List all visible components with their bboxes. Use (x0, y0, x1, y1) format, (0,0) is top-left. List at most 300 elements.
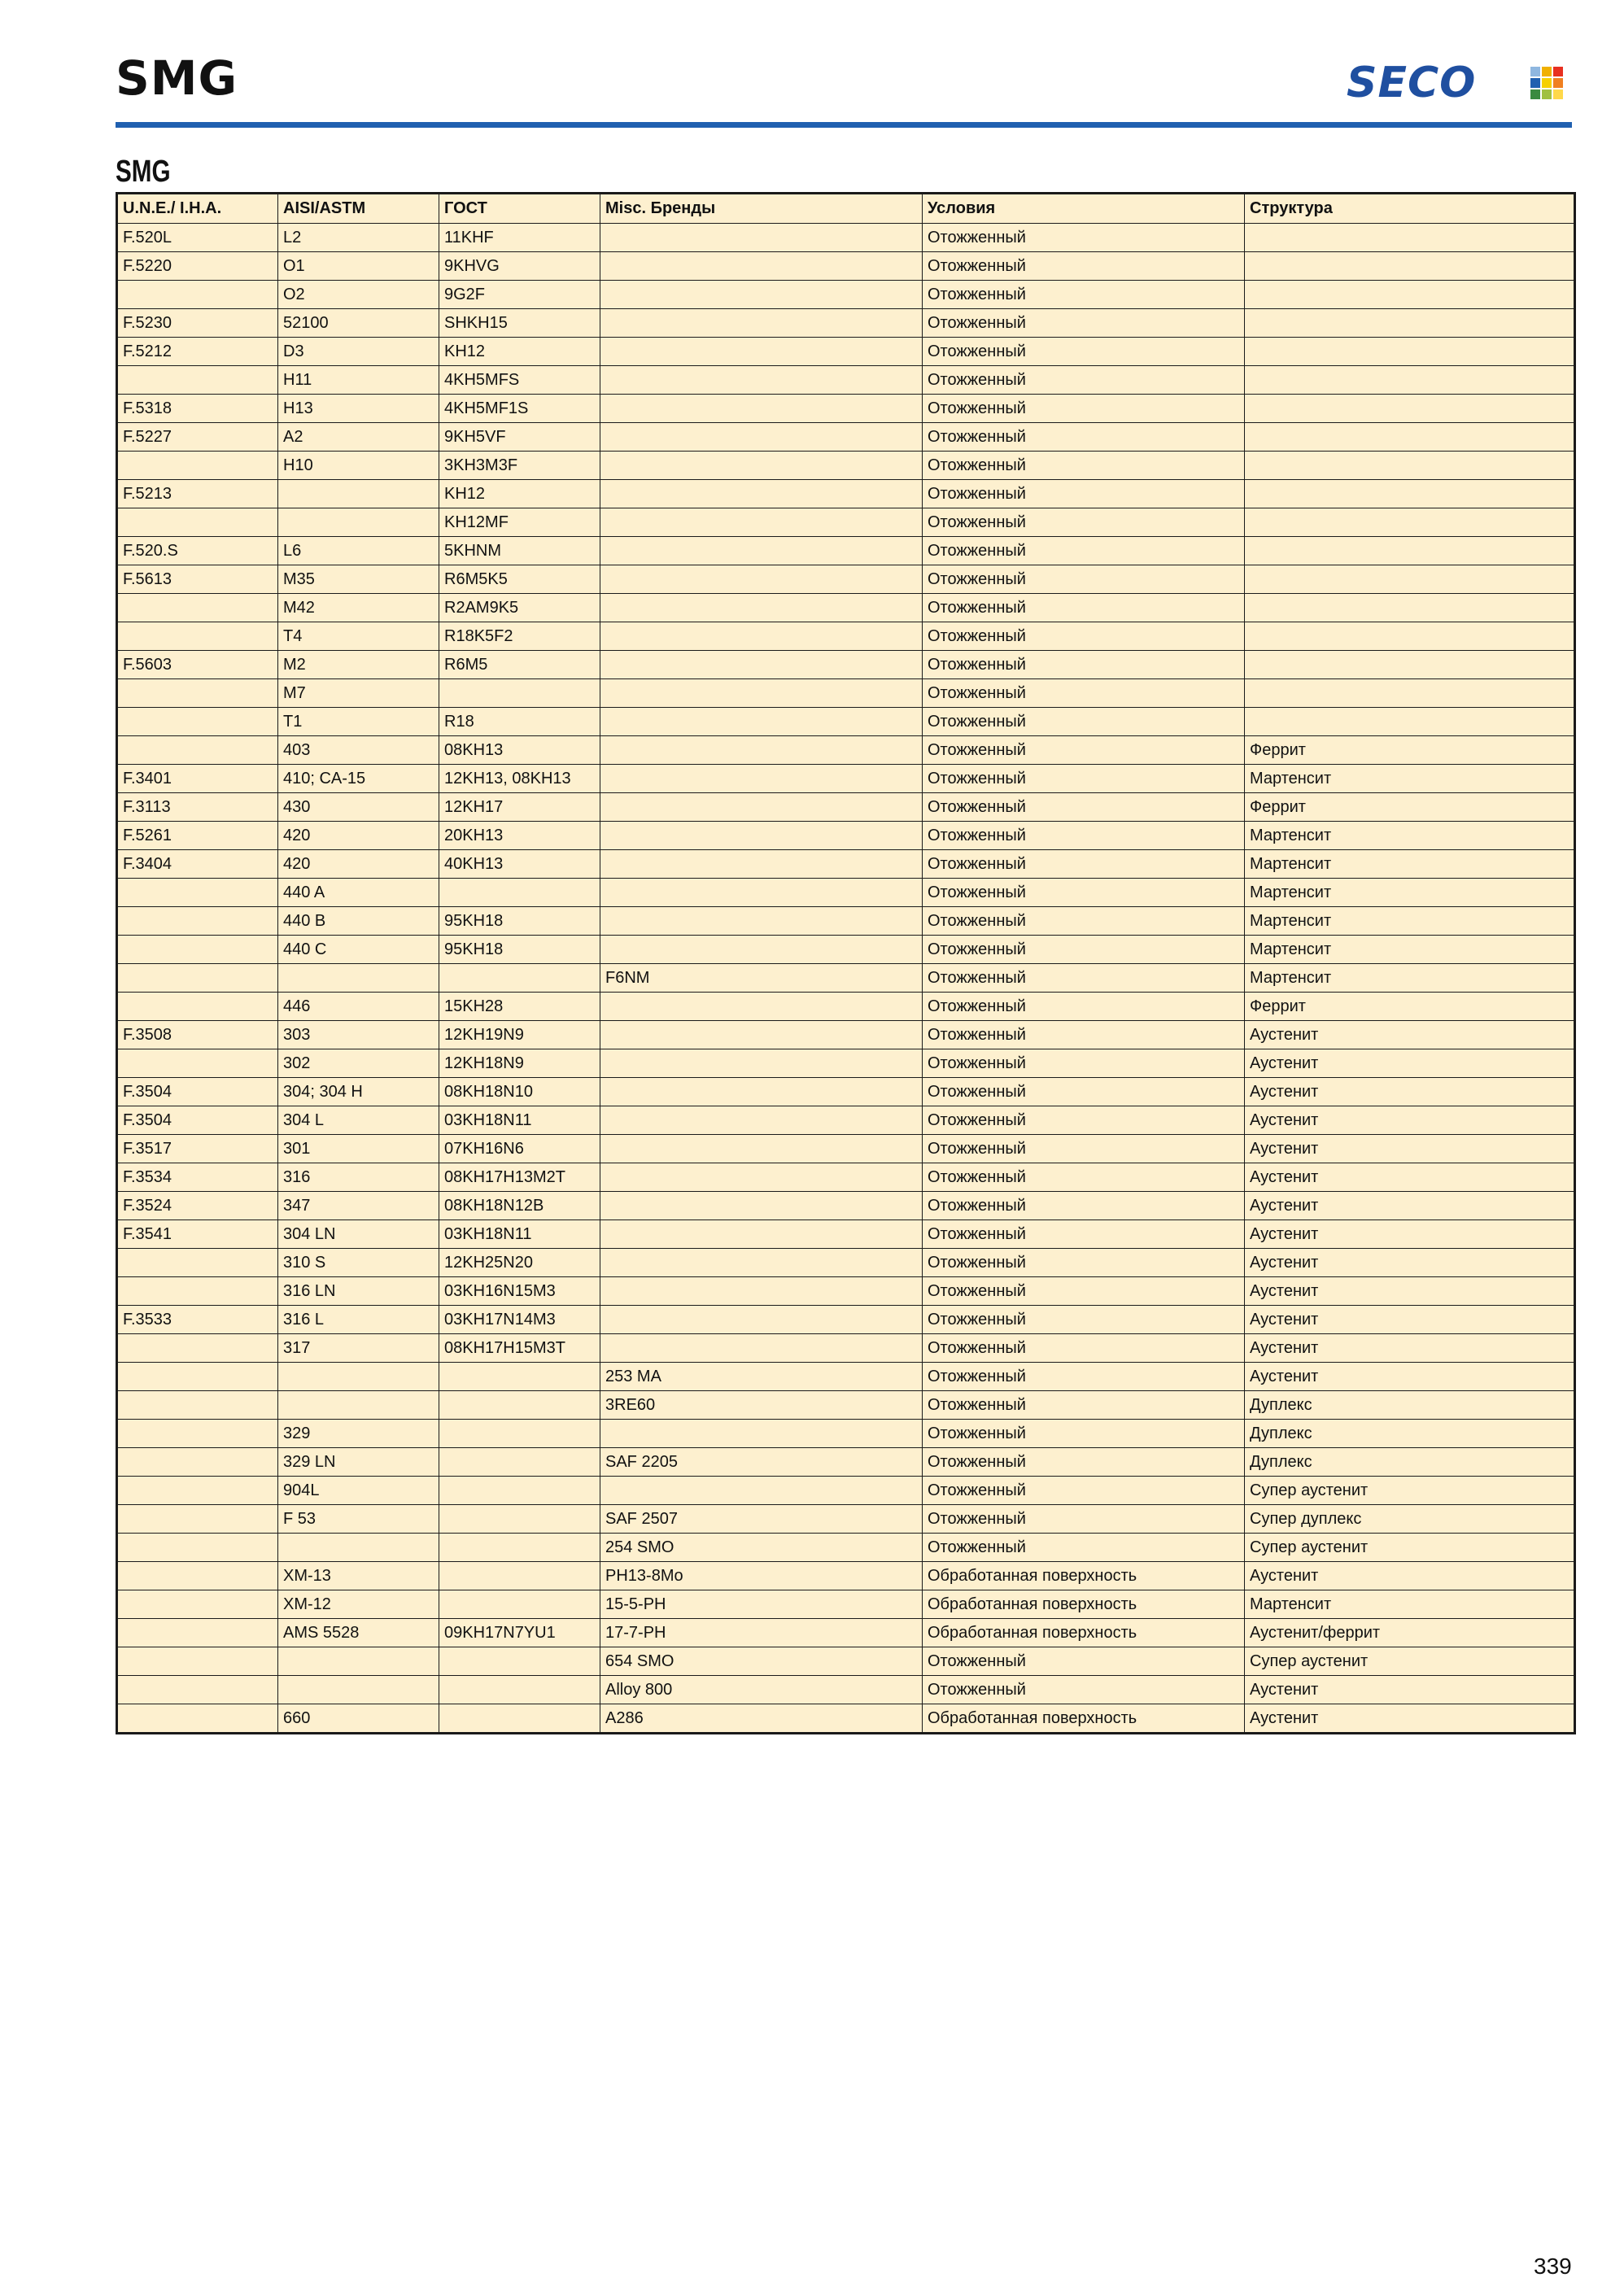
table-row (117, 1106, 1575, 1135)
table-row (117, 452, 1575, 480)
cell-misc-brand (600, 1220, 923, 1249)
col-header-misc-brands: Misc. Бренды (600, 194, 923, 224)
cell-misc-brand: SAF 2507 (600, 1505, 923, 1534)
table-row (117, 1590, 1575, 1619)
cell-misc-brand (600, 765, 923, 793)
table-row (117, 651, 1575, 679)
cell-gost: 40KH13 (439, 850, 600, 879)
cell-gost: 11KHF (439, 224, 600, 252)
cell-structure: Дуплекс (1245, 1420, 1575, 1448)
cell-condition: Отожженный (923, 765, 1245, 793)
cell-condition: Отожженный (923, 452, 1245, 480)
cell-aisi-astm (278, 964, 439, 993)
cell-misc-brand (600, 1249, 923, 1277)
cell-une (117, 1676, 278, 1704)
cell-aisi-astm (278, 1647, 439, 1676)
cell-condition: Отожженный (923, 395, 1245, 423)
cell-gost (439, 1676, 600, 1704)
cell-aisi-astm: 316 LN (278, 1277, 439, 1306)
cell-misc-brand (600, 508, 923, 537)
col-header-une: U.N.E./ I.H.A. (117, 194, 278, 224)
cell-aisi-astm (278, 1391, 439, 1420)
cell-structure (1245, 452, 1575, 480)
cell-misc-brand: Alloy 800 (600, 1676, 923, 1704)
cell-misc-brand (600, 366, 923, 395)
cell-gost: 08KH18N10 (439, 1078, 600, 1106)
cell-aisi-astm: T4 (278, 622, 439, 651)
cell-aisi-astm: 440 B (278, 907, 439, 936)
table-row (117, 1619, 1575, 1647)
table-row (117, 1334, 1575, 1363)
cell-une: F.5212 (117, 338, 278, 366)
cell-condition: Отожженный (923, 651, 1245, 679)
cell-misc-brand (600, 993, 923, 1021)
cell-structure: Аустенит (1245, 1220, 1575, 1249)
cell-gost: 12KH18N9 (439, 1049, 600, 1078)
table-row (117, 1676, 1575, 1704)
cell-condition: Отожженный (923, 1078, 1245, 1106)
cell-condition: Отожженный (923, 822, 1245, 850)
page-number: 339 (1534, 2254, 1572, 2279)
cell-gost: 12KH19N9 (439, 1021, 600, 1049)
cell-gost: 3KH3M3F (439, 452, 600, 480)
cell-condition: Отожженный (923, 309, 1245, 338)
cell-gost: R18K5F2 (439, 622, 600, 651)
cell-structure: Аустенит (1245, 1021, 1575, 1049)
table-row (117, 736, 1575, 765)
cell-structure: Мартенсит (1245, 936, 1575, 964)
cell-une (117, 1363, 278, 1391)
table-row (117, 252, 1575, 281)
table-row (117, 1249, 1575, 1277)
table-row (117, 622, 1575, 651)
cell-misc-brand: A286 (600, 1704, 923, 1734)
table-row (117, 281, 1575, 309)
table-row (117, 1049, 1575, 1078)
table-row (117, 1420, 1575, 1448)
cell-aisi-astm: 660 (278, 1704, 439, 1734)
cell-misc-brand (600, 252, 923, 281)
cell-condition: Отожженный (923, 338, 1245, 366)
cell-condition: Отожженный (923, 366, 1245, 395)
cell-aisi-astm: 446 (278, 993, 439, 1021)
cell-misc-brand: F6NM (600, 964, 923, 993)
cell-condition: Отожженный (923, 1477, 1245, 1505)
cell-gost: R6M5K5 (439, 565, 600, 594)
cell-condition: Отожженный (923, 1021, 1245, 1049)
cell-condition: Отожженный (923, 423, 1245, 452)
cell-aisi-astm: XM-13 (278, 1562, 439, 1590)
cell-misc-brand (600, 338, 923, 366)
cell-condition: Отожженный (923, 281, 1245, 309)
cell-structure: Мартенсит (1245, 765, 1575, 793)
table-row (117, 964, 1575, 993)
cell-gost: 5KHNM (439, 537, 600, 565)
cell-gost: 03KH17N14M3 (439, 1306, 600, 1334)
cell-structure (1245, 423, 1575, 452)
cell-une (117, 936, 278, 964)
cell-condition: Отожженный (923, 879, 1245, 907)
cell-aisi-astm (278, 1534, 439, 1562)
cell-structure: Аустенит (1245, 1676, 1575, 1704)
cell-une (117, 736, 278, 765)
cell-condition: Отожженный (923, 936, 1245, 964)
cell-une: F.3504 (117, 1078, 278, 1106)
cell-misc-brand: 254 SMO (600, 1534, 923, 1562)
cell-une (117, 594, 278, 622)
cell-une: F.520L (117, 224, 278, 252)
cell-une: F.5261 (117, 822, 278, 850)
cell-aisi-astm: 420 (278, 822, 439, 850)
cell-aisi-astm: F 53 (278, 1505, 439, 1534)
cell-misc-brand (600, 1078, 923, 1106)
cell-une: F.3524 (117, 1192, 278, 1220)
cell-structure: Мартенсит (1245, 1590, 1575, 1619)
cell-gost: 08KH17H15M3T (439, 1334, 600, 1363)
cell-une (117, 1647, 278, 1676)
cell-structure: Феррит (1245, 793, 1575, 822)
cell-gost: 9KHVG (439, 252, 600, 281)
cell-gost: 20KH13 (439, 822, 600, 850)
cell-une: F.5613 (117, 565, 278, 594)
cell-une (117, 1277, 278, 1306)
cell-gost: 12KH17 (439, 793, 600, 822)
cell-gost: 08KH13 (439, 736, 600, 765)
table-row (117, 1477, 1575, 1505)
cell-aisi-astm: 303 (278, 1021, 439, 1049)
table-row (117, 366, 1575, 395)
cell-structure: Дуплекс (1245, 1391, 1575, 1420)
cell-structure: Супер аустенит (1245, 1534, 1575, 1562)
cell-misc-brand: 253 MA (600, 1363, 923, 1391)
table-row (117, 395, 1575, 423)
table-row (117, 1647, 1575, 1676)
cell-condition: Отожженный (923, 907, 1245, 936)
cell-gost: KH12MF (439, 508, 600, 537)
cell-gost (439, 1420, 600, 1448)
table-row (117, 1534, 1575, 1562)
cell-une: F.5227 (117, 423, 278, 452)
cell-gost: 9G2F (439, 281, 600, 309)
cell-condition: Отожженный (923, 679, 1245, 708)
cell-une (117, 1590, 278, 1619)
col-header-structure: Структура (1245, 194, 1575, 224)
cell-structure (1245, 281, 1575, 309)
cell-misc-brand (600, 879, 923, 907)
cell-misc-brand: 654 SMO (600, 1647, 923, 1676)
cell-misc-brand (600, 822, 923, 850)
table-row (117, 1448, 1575, 1477)
cell-misc-brand (600, 309, 923, 338)
cell-une (117, 1334, 278, 1363)
cell-misc-brand (600, 1135, 923, 1163)
cell-structure: Феррит (1245, 736, 1575, 765)
cell-misc-brand (600, 224, 923, 252)
cell-gost: SHKH15 (439, 309, 600, 338)
cell-gost (439, 1505, 600, 1534)
cell-une (117, 452, 278, 480)
cell-une (117, 907, 278, 936)
cell-gost (439, 1363, 600, 1391)
cell-condition: Отожженный (923, 1049, 1245, 1078)
cell-structure (1245, 537, 1575, 565)
cell-aisi-astm: 420 (278, 850, 439, 879)
cell-gost: 08KH18N12B (439, 1192, 600, 1220)
cell-misc-brand: 3RE60 (600, 1391, 923, 1420)
cell-gost: 4KH5MFS (439, 366, 600, 395)
cell-structure: Супер аустенит (1245, 1477, 1575, 1505)
cell-gost: 03KH18N11 (439, 1220, 600, 1249)
cell-condition: Отожженный (923, 1163, 1245, 1192)
cell-misc-brand (600, 793, 923, 822)
cell-aisi-astm: 403 (278, 736, 439, 765)
cell-aisi-astm: 304 L (278, 1106, 439, 1135)
cell-condition: Отожженный (923, 1448, 1245, 1477)
cell-structure: Дуплекс (1245, 1448, 1575, 1477)
cell-structure (1245, 508, 1575, 537)
cell-structure (1245, 679, 1575, 708)
cell-une: F.3541 (117, 1220, 278, 1249)
cell-une: F.3404 (117, 850, 278, 879)
cell-aisi-astm: 317 (278, 1334, 439, 1363)
cell-structure: Мартенсит (1245, 822, 1575, 850)
cell-condition: Отожженный (923, 224, 1245, 252)
table-row (117, 309, 1575, 338)
cell-misc-brand (600, 1306, 923, 1334)
seco-logo (1347, 59, 1566, 107)
cell-condition: Отожженный (923, 1220, 1245, 1249)
cell-structure: Аустенит (1245, 1562, 1575, 1590)
table-row (117, 1220, 1575, 1249)
cell-une (117, 508, 278, 537)
cell-gost: 03KH18N11 (439, 1106, 600, 1135)
cell-aisi-astm: 52100 (278, 309, 439, 338)
cell-une (117, 1448, 278, 1477)
cell-misc-brand (600, 1420, 923, 1448)
table-row (117, 537, 1575, 565)
cell-une: F.520.S (117, 537, 278, 565)
cell-condition: Отожженный (923, 850, 1245, 879)
cell-une: F.5603 (117, 651, 278, 679)
table-row (117, 1704, 1575, 1734)
cell-aisi-astm (278, 1676, 439, 1704)
cell-condition: Отожженный (923, 1306, 1245, 1334)
cell-gost: R2AM9K5 (439, 594, 600, 622)
cell-une: F.5230 (117, 309, 278, 338)
cell-une (117, 1534, 278, 1562)
table-row (117, 224, 1575, 252)
cell-condition: Обработанная поверхность (923, 1619, 1245, 1647)
cell-gost: R18 (439, 708, 600, 736)
cell-condition: Отожженный (923, 1277, 1245, 1306)
cell-aisi-astm: 310 S (278, 1249, 439, 1277)
cell-condition: Отожженный (923, 1192, 1245, 1220)
cell-une (117, 1477, 278, 1505)
cell-gost (439, 964, 600, 993)
cell-misc-brand: SAF 2205 (600, 1448, 923, 1477)
logo-text: SECO (1347, 59, 1477, 107)
cell-structure: Аустенит (1245, 1192, 1575, 1220)
cell-structure: Аустенит (1245, 1163, 1575, 1192)
cell-condition: Отожженный (923, 565, 1245, 594)
cell-structure: Мартенсит (1245, 850, 1575, 879)
cell-structure: Аустенит (1245, 1277, 1575, 1306)
seco-color-squares-icon (1530, 67, 1563, 99)
cell-condition: Отожженный (923, 1135, 1245, 1163)
cell-condition: Отожженный (923, 793, 1245, 822)
cell-une (117, 708, 278, 736)
cell-structure: Мартенсит (1245, 964, 1575, 993)
cell-structure: Аустенит (1245, 1135, 1575, 1163)
cell-une (117, 1049, 278, 1078)
cell-gost: 12KH13, 08KH13 (439, 765, 600, 793)
cell-misc-brand (600, 537, 923, 565)
materials-table (116, 192, 1576, 1734)
cell-structure: Супер дуплекс (1245, 1505, 1575, 1534)
cell-une (117, 1619, 278, 1647)
table-row (117, 338, 1575, 366)
cell-structure: Аустенит (1245, 1334, 1575, 1363)
cell-misc-brand (600, 708, 923, 736)
cell-une: F.3508 (117, 1021, 278, 1049)
cell-condition: Отожженный (923, 1391, 1245, 1420)
table-row (117, 793, 1575, 822)
cell-gost: KH12 (439, 480, 600, 508)
cell-condition: Отожженный (923, 1676, 1245, 1704)
cell-aisi-astm: 329 (278, 1420, 439, 1448)
cell-structure: Аустенит (1245, 1249, 1575, 1277)
cell-aisi-astm: 301 (278, 1135, 439, 1163)
cell-une (117, 1420, 278, 1448)
cell-gost (439, 1391, 600, 1420)
cell-aisi-astm: M7 (278, 679, 439, 708)
cell-gost: 95KH18 (439, 907, 600, 936)
cell-gost: R6M5 (439, 651, 600, 679)
cell-condition: Отожженный (923, 1106, 1245, 1135)
cell-condition: Отожженный (923, 708, 1245, 736)
cell-structure (1245, 309, 1575, 338)
cell-gost: 9KH5VF (439, 423, 600, 452)
cell-misc-brand (600, 1477, 923, 1505)
cell-aisi-astm (278, 508, 439, 537)
cell-aisi-astm: 347 (278, 1192, 439, 1220)
cell-une: F.3517 (117, 1135, 278, 1163)
cell-gost: 15KH28 (439, 993, 600, 1021)
cell-une: F.3533 (117, 1306, 278, 1334)
cell-aisi-astm: 316 L (278, 1306, 439, 1334)
cell-gost: 95KH18 (439, 936, 600, 964)
cell-misc-brand (600, 679, 923, 708)
table-row (117, 936, 1575, 964)
cell-aisi-astm: M35 (278, 565, 439, 594)
table-row (117, 1192, 1575, 1220)
cell-condition: Отожженный (923, 1505, 1245, 1534)
table-row (117, 1391, 1575, 1420)
cell-structure (1245, 395, 1575, 423)
cell-misc-brand (600, 452, 923, 480)
cell-une (117, 366, 278, 395)
cell-misc-brand (600, 1106, 923, 1135)
cell-aisi-astm: AMS 5528 (278, 1619, 439, 1647)
cell-misc-brand (600, 850, 923, 879)
cell-gost: 09KH17N7YU1 (439, 1619, 600, 1647)
cell-misc-brand (600, 281, 923, 309)
cell-gost (439, 679, 600, 708)
cell-aisi-astm: H13 (278, 395, 439, 423)
cell-aisi-astm: 316 (278, 1163, 439, 1192)
cell-aisi-astm: D3 (278, 338, 439, 366)
table-row (117, 1277, 1575, 1306)
cell-aisi-astm (278, 480, 439, 508)
table-row (117, 1135, 1575, 1163)
cell-structure: Аустенит (1245, 1049, 1575, 1078)
cell-structure (1245, 366, 1575, 395)
cell-misc-brand (600, 1163, 923, 1192)
cell-aisi-astm: 904L (278, 1477, 439, 1505)
cell-misc-brand: 15-5-PH (600, 1590, 923, 1619)
cell-aisi-astm: XM-12 (278, 1590, 439, 1619)
cell-aisi-astm: O2 (278, 281, 439, 309)
cell-aisi-astm: M2 (278, 651, 439, 679)
cell-misc-brand (600, 1049, 923, 1078)
cell-aisi-astm: 440 C (278, 936, 439, 964)
cell-structure (1245, 338, 1575, 366)
cell-gost (439, 1534, 600, 1562)
cell-structure (1245, 651, 1575, 679)
cell-misc-brand (600, 936, 923, 964)
cell-une (117, 993, 278, 1021)
cell-misc-brand (600, 907, 923, 936)
cell-une: F.3534 (117, 1163, 278, 1192)
table-row (117, 1021, 1575, 1049)
cell-structure: Аустенит (1245, 1363, 1575, 1391)
cell-une (117, 1505, 278, 1534)
cell-aisi-astm: A2 (278, 423, 439, 452)
cell-une: F.3504 (117, 1106, 278, 1135)
cell-gost (439, 1647, 600, 1676)
cell-aisi-astm: 430 (278, 793, 439, 822)
cell-condition: Обработанная поверхность (923, 1704, 1245, 1734)
cell-une (117, 1391, 278, 1420)
table-row (117, 708, 1575, 736)
cell-misc-brand (600, 1334, 923, 1363)
table-row (117, 822, 1575, 850)
cell-gost (439, 1477, 600, 1505)
cell-misc-brand (600, 480, 923, 508)
cell-gost (439, 1704, 600, 1734)
cell-une (117, 1249, 278, 1277)
cell-structure: Мартенсит (1245, 879, 1575, 907)
table-row (117, 907, 1575, 936)
table-body (117, 224, 1575, 1734)
cell-structure: Супер аустенит (1245, 1647, 1575, 1676)
cell-condition: Отожженный (923, 736, 1245, 765)
cell-misc-brand (600, 1192, 923, 1220)
cell-aisi-astm: L6 (278, 537, 439, 565)
cell-gost (439, 1590, 600, 1619)
cell-misc-brand (600, 1277, 923, 1306)
cell-condition: Отожженный (923, 508, 1245, 537)
cell-condition: Обработанная поверхность (923, 1590, 1245, 1619)
cell-aisi-astm: H10 (278, 452, 439, 480)
cell-condition: Отожженный (923, 1534, 1245, 1562)
table-row (117, 679, 1575, 708)
cell-misc-brand (600, 594, 923, 622)
cell-condition: Отожженный (923, 964, 1245, 993)
table-row (117, 508, 1575, 537)
table-row (117, 850, 1575, 879)
cell-une (117, 1704, 278, 1734)
